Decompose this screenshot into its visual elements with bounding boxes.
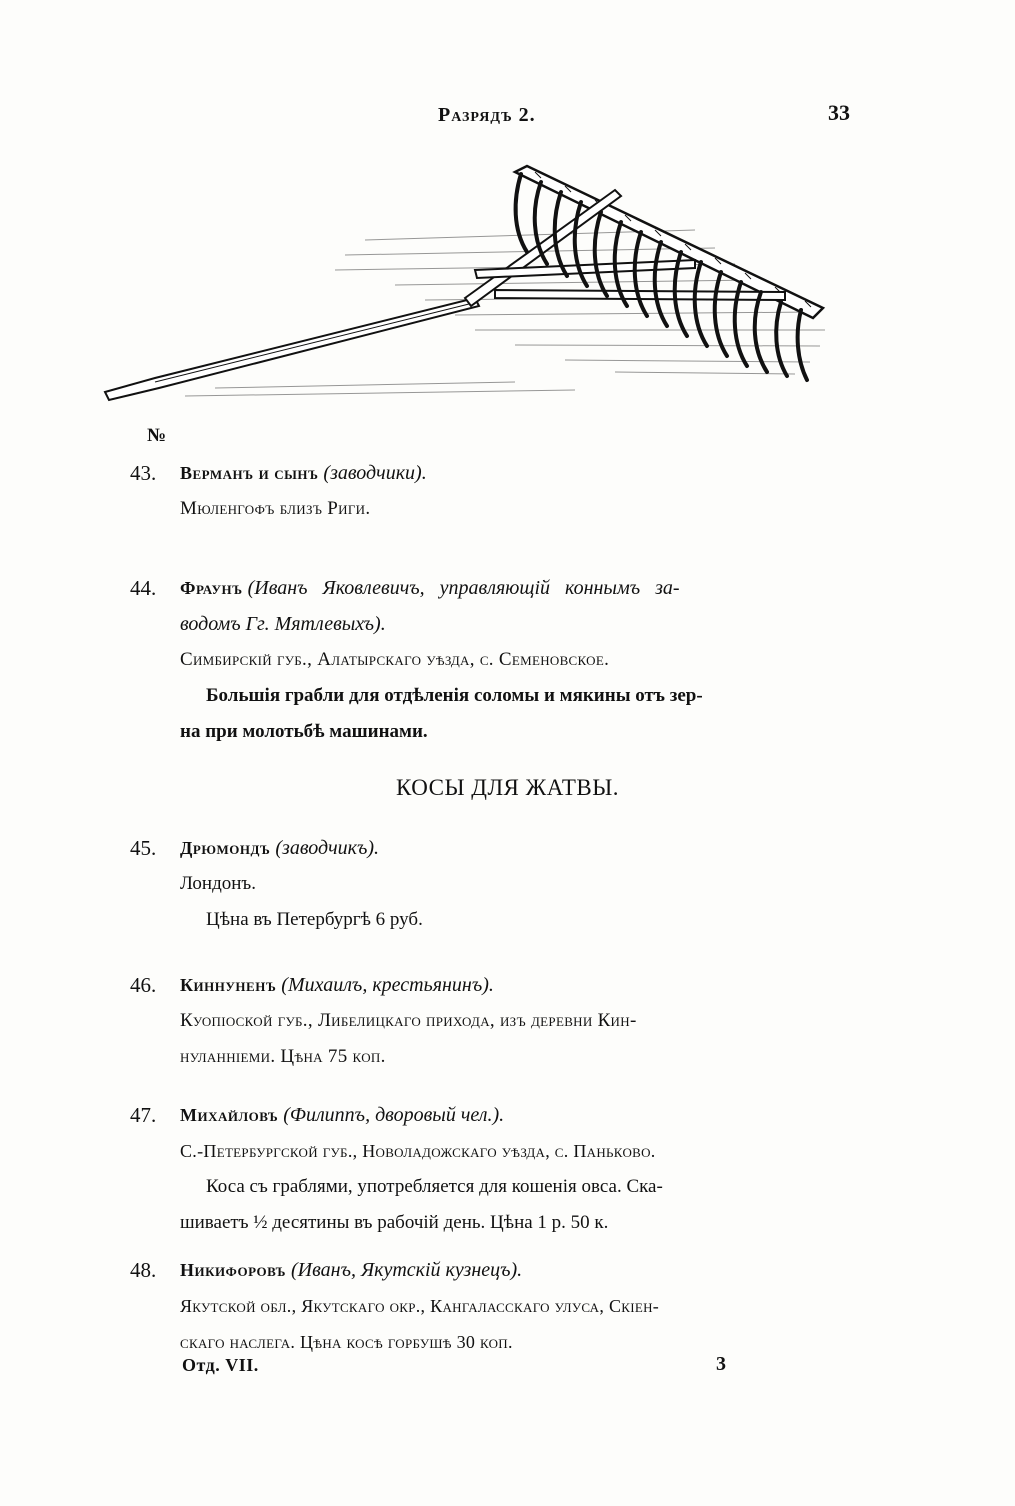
entry-occupation: (Филиппъ, дворовый чел.). [283, 1104, 505, 1126]
entry-occupation: (заводчики). [323, 462, 427, 484]
entry-number: 48. [130, 1258, 157, 1282]
running-head: Разрядъ 2. [438, 104, 536, 126]
entry-number: 44. [130, 576, 157, 600]
numero-sign: № [147, 425, 167, 446]
entry-name [180, 967, 494, 1003]
rake-engraving-icon [95, 160, 835, 420]
entry-line: на при молотьбѣ машинами. [180, 721, 428, 742]
entry-occupation: (Иванъ, Якутскій кузнецъ). [291, 1259, 523, 1281]
signature-mark: Отд. VII. [182, 1355, 259, 1375]
entry-line: Цѣна въ Петербургѣ 6 руб. [206, 909, 423, 930]
section-title [0, 775, 1015, 801]
entry-name [180, 570, 855, 606]
entry-line: С.-Петербургской губ., Новоладожскаго уѣзда, с. Паньково. [180, 1141, 656, 1161]
entry-44 [130, 570, 855, 750]
entry-occupation: (Михаилъ, крестьянинъ). [281, 974, 494, 996]
entry-number: 47. [130, 1103, 157, 1127]
entry-line: Куопіоской губ., Либелицкаго прихода, изъ деревни Кин- [180, 1010, 637, 1031]
entry-line: Большія грабли для отдѣленія соломы и мякины отъ зер- [206, 685, 703, 706]
entry-occupation: (заводчикъ). [275, 837, 380, 859]
entry-line: нуланніеми. Цѣна 75 коп. [180, 1046, 386, 1067]
entry-name-text: Киннуненъ [180, 975, 277, 995]
entry-line: Якутской обл., Якутскаго окр., Кангаласскаго улуса, Скіен- [180, 1296, 660, 1316]
entry-name-text: Дрюмондъ [180, 838, 271, 858]
entry-name [180, 1097, 504, 1133]
page-header [0, 98, 1015, 138]
entry-name [180, 830, 379, 866]
entry-name-text: Верманъ и сынъ [180, 463, 319, 483]
entry-43 [130, 455, 855, 527]
entry-line: Коса съ граблями, употребляется для кошенія овса. Ска- [206, 1176, 663, 1197]
entry-line: Лондонъ. [180, 873, 256, 894]
entry-name [180, 1252, 522, 1288]
entry-number: 46. [130, 973, 157, 997]
entry-name [180, 455, 427, 491]
entry-45 [130, 830, 855, 938]
entry-occupation: (Иванъ Яковлевичъ, управляющій коннымъ за- [247, 577, 680, 599]
entry-number: 43. [130, 461, 157, 485]
entry-name-text: Михайловъ [180, 1105, 279, 1125]
section-title-text: КОСЫ ДЛЯ ЖАТВЫ. [395, 775, 620, 800]
entry-name-text: Никифоровъ [180, 1260, 286, 1280]
entry-48 [130, 1252, 855, 1360]
sheet-number: 3 [716, 1353, 726, 1375]
entry-47 [130, 1097, 855, 1241]
entry-name-text: Фраунъ [180, 578, 243, 598]
entry-line: Мюленгофъ близъ Риги. [180, 498, 371, 519]
entry-46 [130, 967, 855, 1075]
entry-line: скаго наслега. Цѣна косѣ горбушѣ 30 коп. [180, 1332, 513, 1352]
entry-line: шиваетъ ½ десятины въ рабочій день. Цѣна 1 р. 50 к. [180, 1212, 609, 1233]
entry-line: Симбирскій губ., Алатырскаго уѣзда, с. Семеновское. [180, 649, 610, 670]
entry-occupation-cont: водомъ Гг. Мятлевыхъ). [180, 613, 386, 635]
page-number: 33 [828, 100, 850, 125]
entry-number: 45. [130, 836, 157, 860]
